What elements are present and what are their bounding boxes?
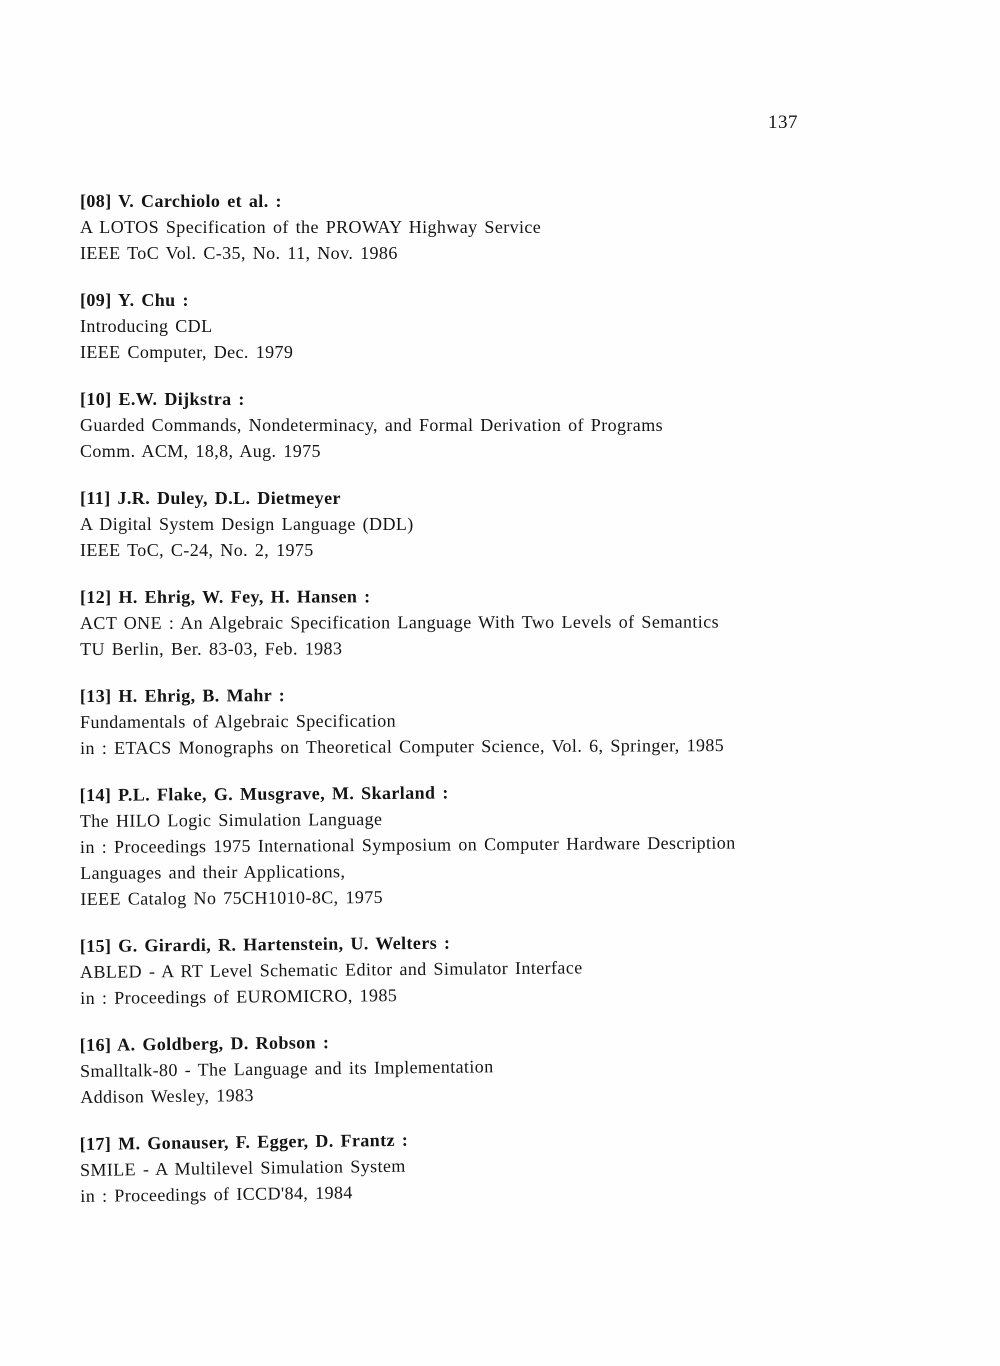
references-list (80, 188, 960, 1230)
reference-heading: [14] P.L. Flake, G. Musgrave, M. Skarland : (79, 782, 449, 806)
reference-entry (80, 1022, 961, 1110)
reference-line: Introducing CDL (80, 316, 213, 336)
reference-entry (79, 1119, 960, 1209)
reference-heading: [10] E.W. Dijkstra : (80, 389, 245, 409)
reference-entry (80, 679, 960, 761)
reference-line: A LOTOS Specification of the PROWAY Highway Service (80, 217, 542, 237)
reference-entry (80, 287, 960, 365)
reference-line: IEEE Computer, Dec. 1979 (80, 342, 294, 362)
reference-line: in : Proceedings 1975 International Symposium on Computer Hardware Description (79, 832, 736, 857)
reference-line: The HILO Logic Simulation Language (79, 808, 383, 832)
reference-line: SMILE - A Multilevel Simulation System (79, 1155, 406, 1180)
reference-line: TU Berlin, Ber. 83-03, Feb. 1983 (80, 638, 343, 659)
page-number: 137 (768, 112, 798, 133)
reference-entry (80, 776, 961, 912)
reference-line: ACT ONE : An Algebraic Specification Language With Two Levels of Semantics (79, 611, 720, 633)
reference-line: Comm. ACM, 18,8, Aug. 1975 (80, 441, 321, 461)
reference-line: in : ETACS Monographs on Theoretical Computer Science, Vol. 6, Springer, 1985 (80, 735, 725, 758)
reference-line: in : Proceedings of ICCD'84, 1984 (80, 1182, 353, 1206)
reference-entry (80, 925, 961, 1011)
reference-heading: [15] G. Girardi, R. Hartenstein, U. Welters : (79, 932, 451, 957)
reference-heading: [09] Y. Chu : (80, 290, 189, 310)
reference-heading: [17] M. Gonauser, F. Egger, D. Frantz : (79, 1129, 409, 1155)
reference-heading: [11] J.R. Duley, D.L. Dietmeyer (80, 488, 341, 508)
reference-line: IEEE ToC Vol. C-35, No. 11, Nov. 1986 (80, 243, 398, 263)
reference-heading: [13] H. Ehrig, B. Mahr : (79, 685, 286, 707)
reference-line: Fundamentals of Algebraic Specification (79, 710, 397, 732)
reference-entry (80, 582, 960, 662)
reference-line: in : Proceedings of EUROMICRO, 1985 (80, 985, 398, 1008)
reference-entry (80, 485, 960, 563)
reference-line: IEEE Catalog No 75CH1010-8C, 1975 (80, 886, 384, 909)
reference-line: ABLED - A RT Level Schematic Editor and Simulator Interface (79, 957, 583, 982)
reference-entry (80, 386, 960, 464)
reference-line: Smalltalk-80 - The Language and its Implementation (79, 1056, 494, 1081)
reference-heading: [12] H. Ehrig, W. Fey, H. Hansen : (79, 586, 371, 607)
reference-line: A Digital System Design Language (DDL) (80, 514, 414, 534)
reference-line: IEEE ToC, C-24, No. 2, 1975 (80, 540, 314, 560)
reference-line: Addison Wesley, 1983 (80, 1085, 254, 1107)
reference-heading: [16] A. Goldberg, D. Robson : (79, 1032, 330, 1056)
reference-heading: [08] V. Carchiolo et al. : (80, 191, 282, 211)
reference-entry (80, 188, 960, 266)
reference-line: Guarded Commands, Nondeterminacy, and Formal Derivation of Programs (80, 415, 664, 435)
reference-line: Languages and their Applications, (80, 861, 346, 883)
